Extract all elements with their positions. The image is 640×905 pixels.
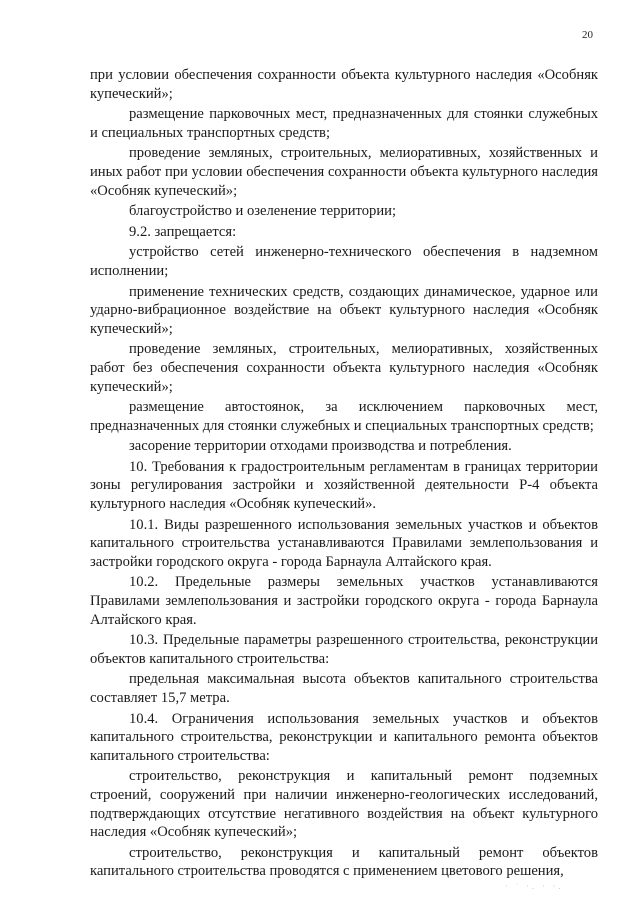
paragraph: строительство, реконструкция и капитальный ремонт подземных строений, сооружений при наличии инженерно-геологических исследований, подтверждающих отсутствие негативного воздействия на объект культурного наследия «Особняк купеческий»;	[90, 768, 598, 841]
paragraph: благоустройство и озеленение территории;	[129, 203, 397, 220]
paragraph: 10. Требования к градостроительным регламентам в границах территории зоны регулирования застройки и хозяйственной деятельности Р-4 объекта культурного наследия «Особняк купеческий».	[90, 458, 598, 513]
paragraph: применение технических средств, создающих динамическое, ударное или ударно-вибрационное воздействие на объект культурного наследия «Особняк купеческий»;	[90, 283, 598, 337]
paragraph: 10.4. Ограничения использования земельных участков и объектов капитального строительства, реконструкции и капитального ремонта объектов капитального строительства:	[90, 710, 598, 764]
paragraph: 10.2. Предельные размеры земельных участков устанавливаются Правилами землепользования и застройки городского округа - города Барнаула Алтайского края.	[90, 574, 598, 628]
paragraph: 10.3. Предельные параметры разрешенного строительства, реконструкции объектов капитального строительства:	[90, 632, 598, 667]
paragraph: размещение парковочных мест, предназначенных для стоянки служебных и специальных транспортных средств;	[90, 106, 598, 141]
paragraph: проведение земляных, строительных, мелиоративных, хозяйственных работ без обеспечения сохранности объекта культурного наследия «Особняк купеческий»;	[90, 341, 598, 395]
paragraph: 9.2. запрещается:	[129, 223, 237, 240]
paragraph: строительство, реконструкция и капитальный ремонт объектов капитального строительства проводятся с применением цветового решения,	[90, 844, 598, 880]
paragraph: засорение территории отходами производства и потребления.	[129, 438, 512, 455]
paragraph: при условии обеспечения сохранности объекта культурного наследия «Особняк купеческий»;	[90, 67, 598, 102]
paragraph: устройство сетей инженерно-технического обеспечения в надземном исполнении;	[90, 244, 598, 279]
paragraph: размещение автостоянок, за исключением парковочных мест, предназначенных для стоянки служебных и специальных транспортных средств;	[90, 399, 598, 434]
page-number: 20	[582, 29, 593, 41]
paragraph: предельная максимальная высота объектов капитального строительства составляет 15,7 метра.	[90, 671, 598, 706]
paragraph: проведение земляных, строительных, мелиоративных, хозяйственных и иных работ при условии обеспечения сохранности объекта культурного наследия «Особняк купеческий»;	[90, 145, 598, 199]
document-body	[90, 66, 598, 883]
scan-artifact: · ˙ ·. · ·.	[505, 882, 564, 891]
paragraph: 10.1. Виды разрешенного использования земельных участков и объектов капитального строительства устанавливаются Правилами землепользования и застройки городского округа - города Барнаула Алтайского края.	[90, 516, 598, 570]
